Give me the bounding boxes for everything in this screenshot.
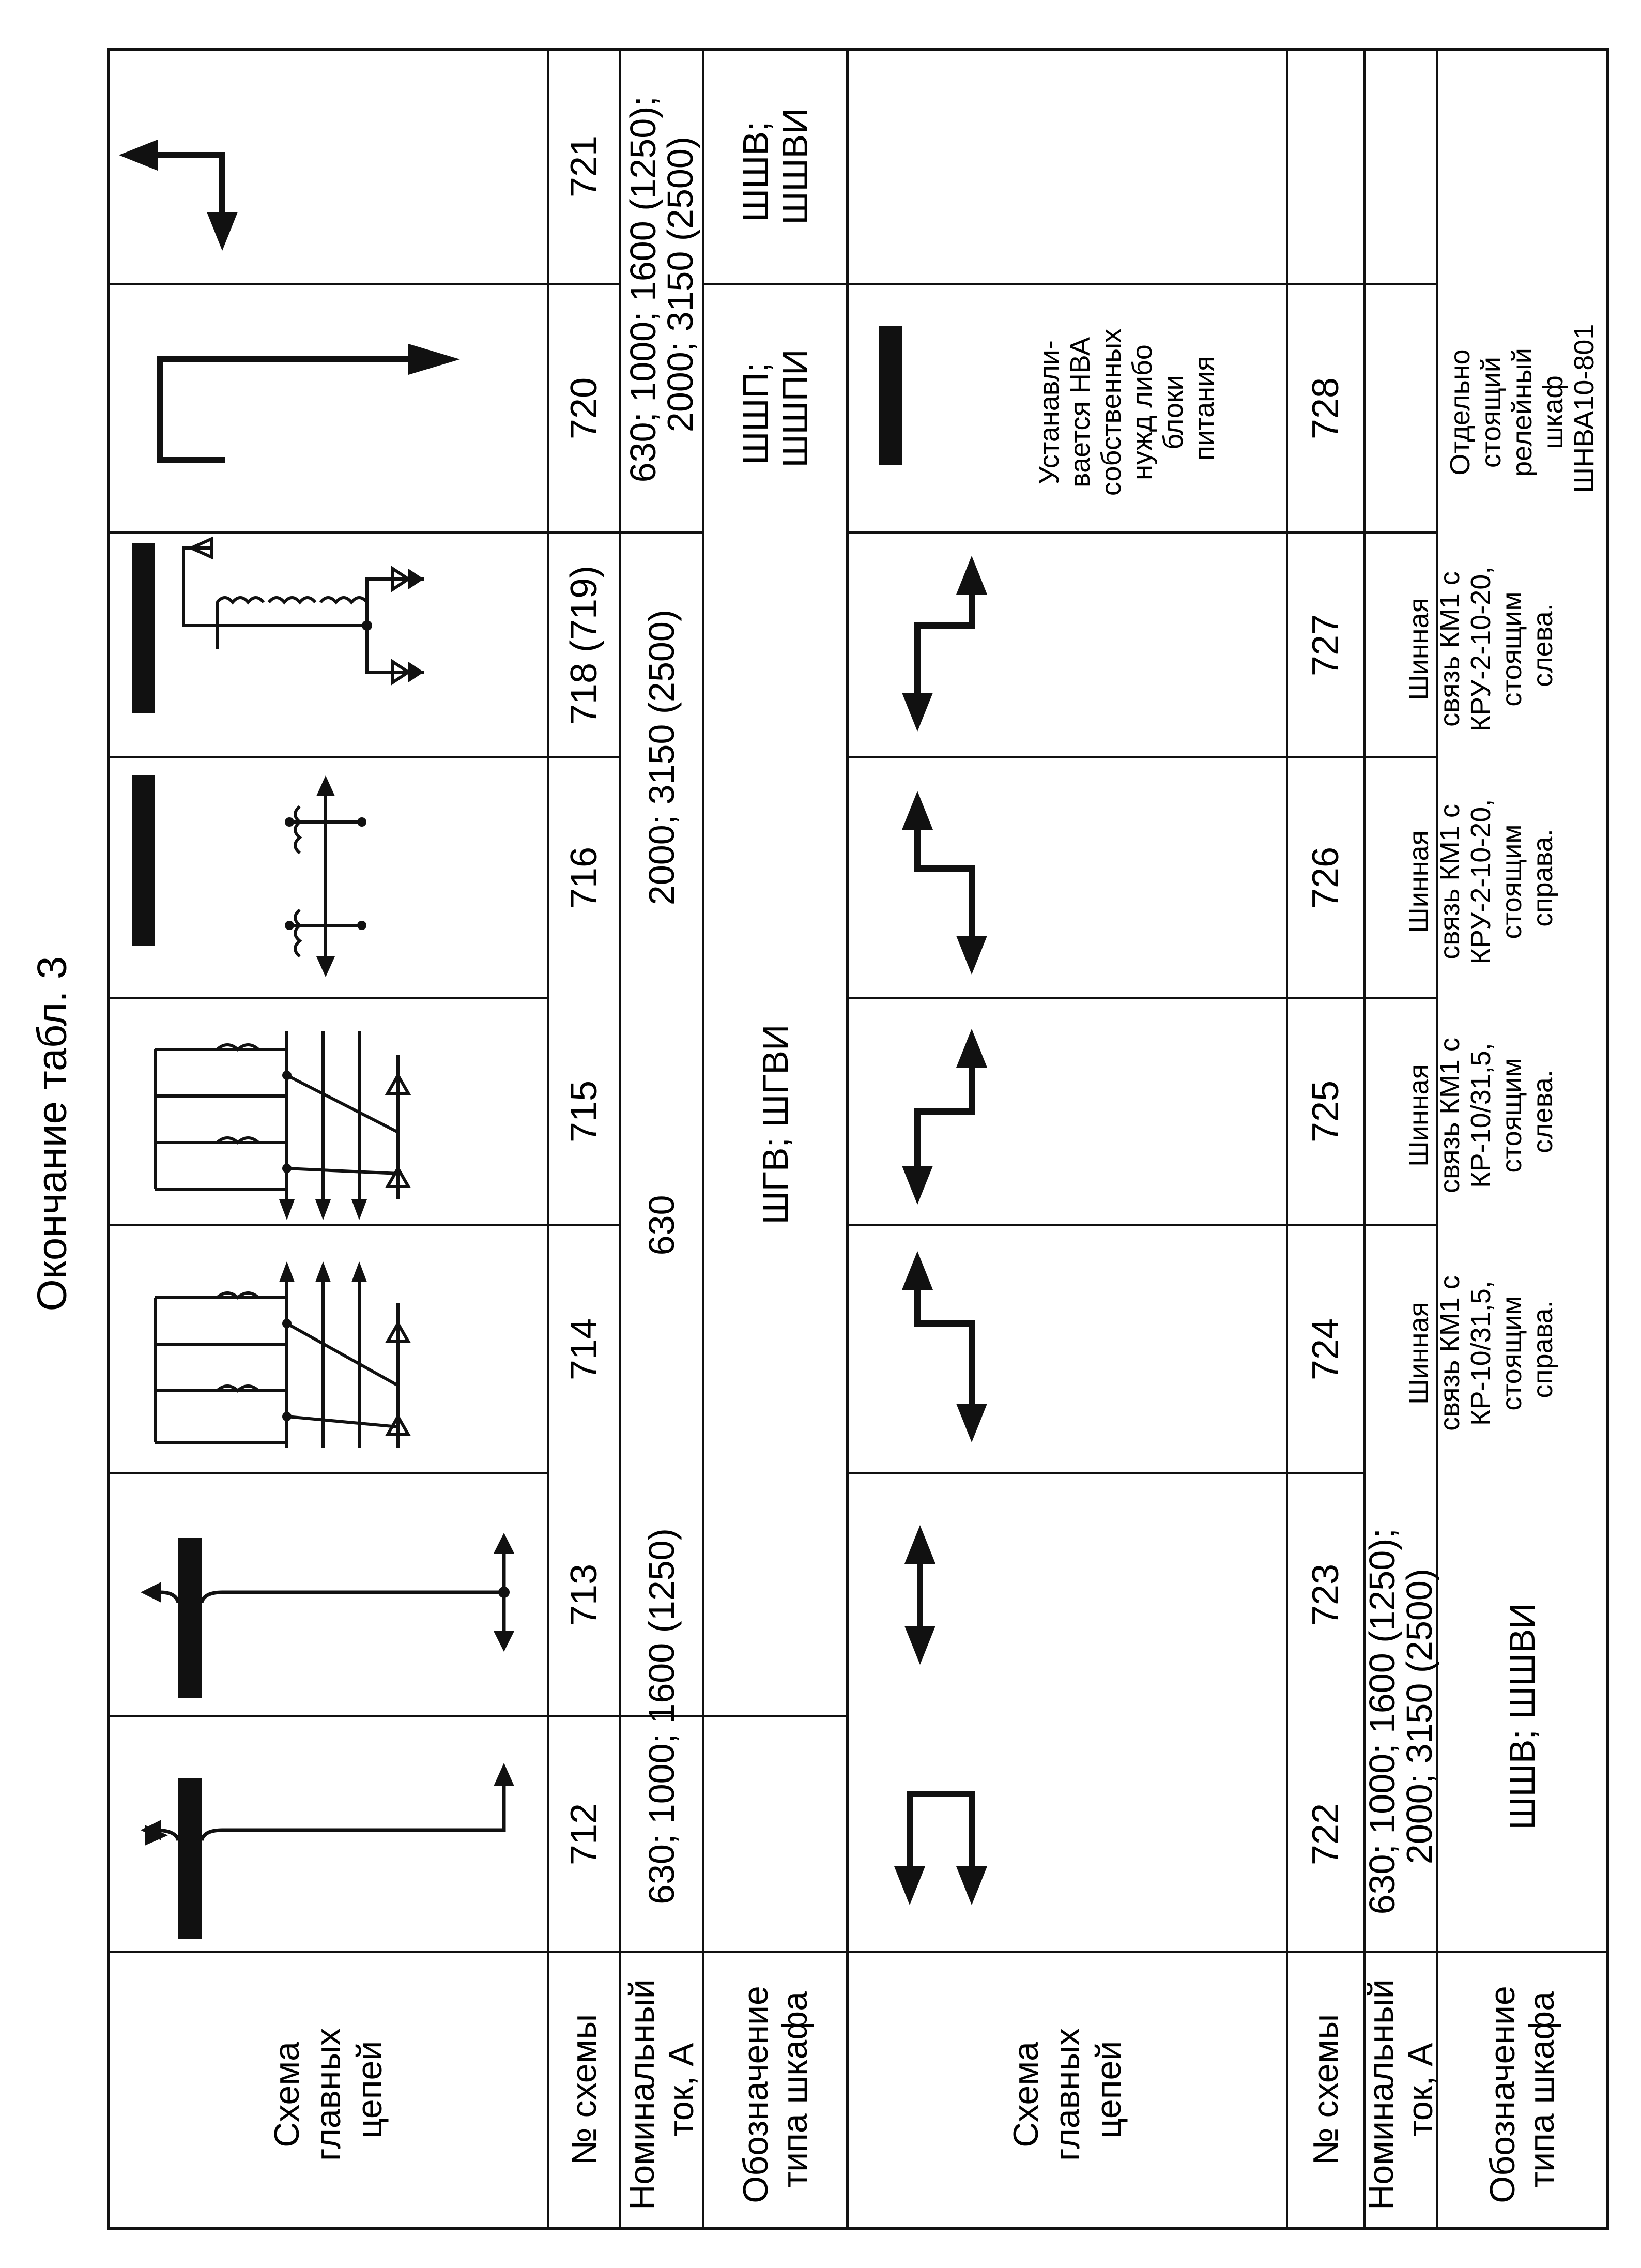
bus-link-note: Шинная связь КМ1 с КР-10/31,5, стоящим слева. <box>1403 1038 1558 1193</box>
scheme-number: 712 <box>563 1803 605 1866</box>
top-cabinets <box>735 108 815 1224</box>
scheme-number: 718 (719) <box>563 565 605 725</box>
scheme-number: 727 <box>1305 614 1346 677</box>
bus-link-note: Шинная связь КМ1 с КРУ-2-10-20, стоящим слева. <box>1403 566 1558 732</box>
svg-text:Схема главных цепе <box>267 2018 389 2161</box>
cabinet-type-line: ШШП; <box>735 362 776 465</box>
row-headers-top <box>267 1969 815 2210</box>
scheme-number: 728 <box>1305 377 1346 440</box>
cabinet-type: ШШВ; ШШВИ <box>1502 1603 1542 1830</box>
header-cabinet-line: Обозначение <box>736 1986 775 2203</box>
scheme-number: 726 <box>1305 846 1346 909</box>
svg-text:Номинальный ток, А <box>622 1969 701 2210</box>
bus-link-note: Шинная связь КМ1 с КРУ-2-10-20, стоящим справа. <box>1403 799 1558 965</box>
svg-text:Схема главных цепе <box>1006 2018 1128 2161</box>
bidirectional-arrow-icon <box>904 1525 935 1665</box>
scheme-728-note: Устанавли- вается НВА собственных нужд либо блоки питания <box>1034 328 1220 496</box>
cabinet-type: ШГВ; ШГВИ <box>755 1024 795 1225</box>
svg-text:630; 1000; 1600 (1250); <box>1362 1518 1439 1915</box>
cabinet-type-line: ШШПИ <box>775 349 815 468</box>
scheme-number: 714 <box>563 1318 605 1381</box>
header-cabinet-line: типа шкафа <box>775 1991 815 2188</box>
bus-step-right-icon <box>902 791 987 975</box>
transformer-bank-up-icon <box>155 1261 408 1448</box>
header-scheme-line: цепей <box>350 2041 389 2139</box>
header-scheme-line: главных <box>309 2028 348 2162</box>
bus-step-left-icon <box>902 1029 987 1205</box>
scheme-number: 713 <box>563 1563 605 1626</box>
service-block-icon <box>879 326 902 465</box>
scheme-number: 720 <box>563 377 605 440</box>
scheme-number: 722 <box>1305 1803 1346 1866</box>
current-value-line: 2000; 3150 (2500) <box>1399 1568 1439 1865</box>
table-title: Окончание табл. 3 <box>28 956 75 1312</box>
scheme-number: 724 <box>1305 1318 1346 1381</box>
header-number: № схемы <box>1306 2014 1345 2166</box>
current-value-line: 2000; 3150 (2500) <box>660 136 700 433</box>
bus-corner-icon <box>119 140 238 251</box>
header-scheme-line: Схема <box>267 2042 306 2148</box>
bottom-currents <box>1362 324 1600 1915</box>
scheme-number: 716 <box>563 846 605 909</box>
svg-text:Обозначение типа шкафа <box>736 1976 815 2203</box>
top-scheme-numbers <box>563 135 605 1865</box>
row-headers-bottom <box>1006 1969 1561 2210</box>
header-current-line: Номинальный <box>1361 1979 1401 2210</box>
cabinet-type-line: ШШВ; <box>735 121 776 222</box>
current-value: 630; 1000; 1600 (1250) <box>641 1528 682 1905</box>
scheme-number: 721 <box>563 135 605 198</box>
svg-text:Обозначение типа шкафа <box>1483 1976 1561 2203</box>
svg-text:630; 1000; 1600 (1250); <box>623 86 700 483</box>
feeder-bus-down-icon <box>141 1763 514 1939</box>
bus-bracket-icon <box>160 344 460 460</box>
header-cabinet-line: типа шкафа <box>1522 1991 1561 2188</box>
header-number: № схемы <box>564 2014 604 2166</box>
scheme-number: 723 <box>1305 1563 1346 1626</box>
relay-cabinet-note: Отдельно стоящий релейный шкаф ШНВА10-801 <box>1445 324 1600 493</box>
svg-text:ШШВ; ШШВИ <box>735 108 815 224</box>
current-value-line: 630; 1000; 1600 (1250); <box>1362 1528 1402 1915</box>
bottom-scheme-numbers <box>1305 377 1346 1865</box>
scheme-number: 715 <box>563 1080 605 1143</box>
svg-text:Номинальный ток, А <box>1361 1969 1440 2210</box>
cabinet-type-line: ШШВИ <box>775 108 815 225</box>
current-value-line: 630; 1000; 1600 (1250); <box>623 96 663 483</box>
scheme-number: 725 <box>1305 1080 1346 1143</box>
feeder-bus-bidirectional-icon <box>141 1533 514 1698</box>
current-value: 2000; 3150 (2500) <box>641 609 682 906</box>
bus-corner-down-icon <box>894 1794 987 1905</box>
svg-text:ШШП; ШШПИ <box>735 349 815 468</box>
header-current-line: Номинальный <box>622 1979 662 2210</box>
header-scheme-line: главных <box>1048 2028 1087 2162</box>
top-currents <box>623 86 700 1905</box>
bus-step-right-icon <box>902 1251 987 1442</box>
current-transformer-pair-icon <box>132 775 366 977</box>
header-current-line: ток, А <box>1401 2043 1440 2137</box>
transformer-bank-down-icon <box>155 1031 408 1220</box>
header-scheme-line: цепей <box>1089 2041 1128 2139</box>
header-scheme-line: Схема <box>1006 2042 1046 2148</box>
bus-step-left-icon <box>902 556 987 732</box>
bus-link-note: Шинная связь КМ1 с КР-10/31,5, стоящим справа. <box>1403 1275 1558 1431</box>
header-cabinet-line: Обозначение <box>1483 1986 1522 2203</box>
header-current-line: ток, А <box>662 2043 701 2137</box>
transformer-tap-branch-icon <box>132 539 424 713</box>
current-value: 630 <box>641 1195 682 1256</box>
